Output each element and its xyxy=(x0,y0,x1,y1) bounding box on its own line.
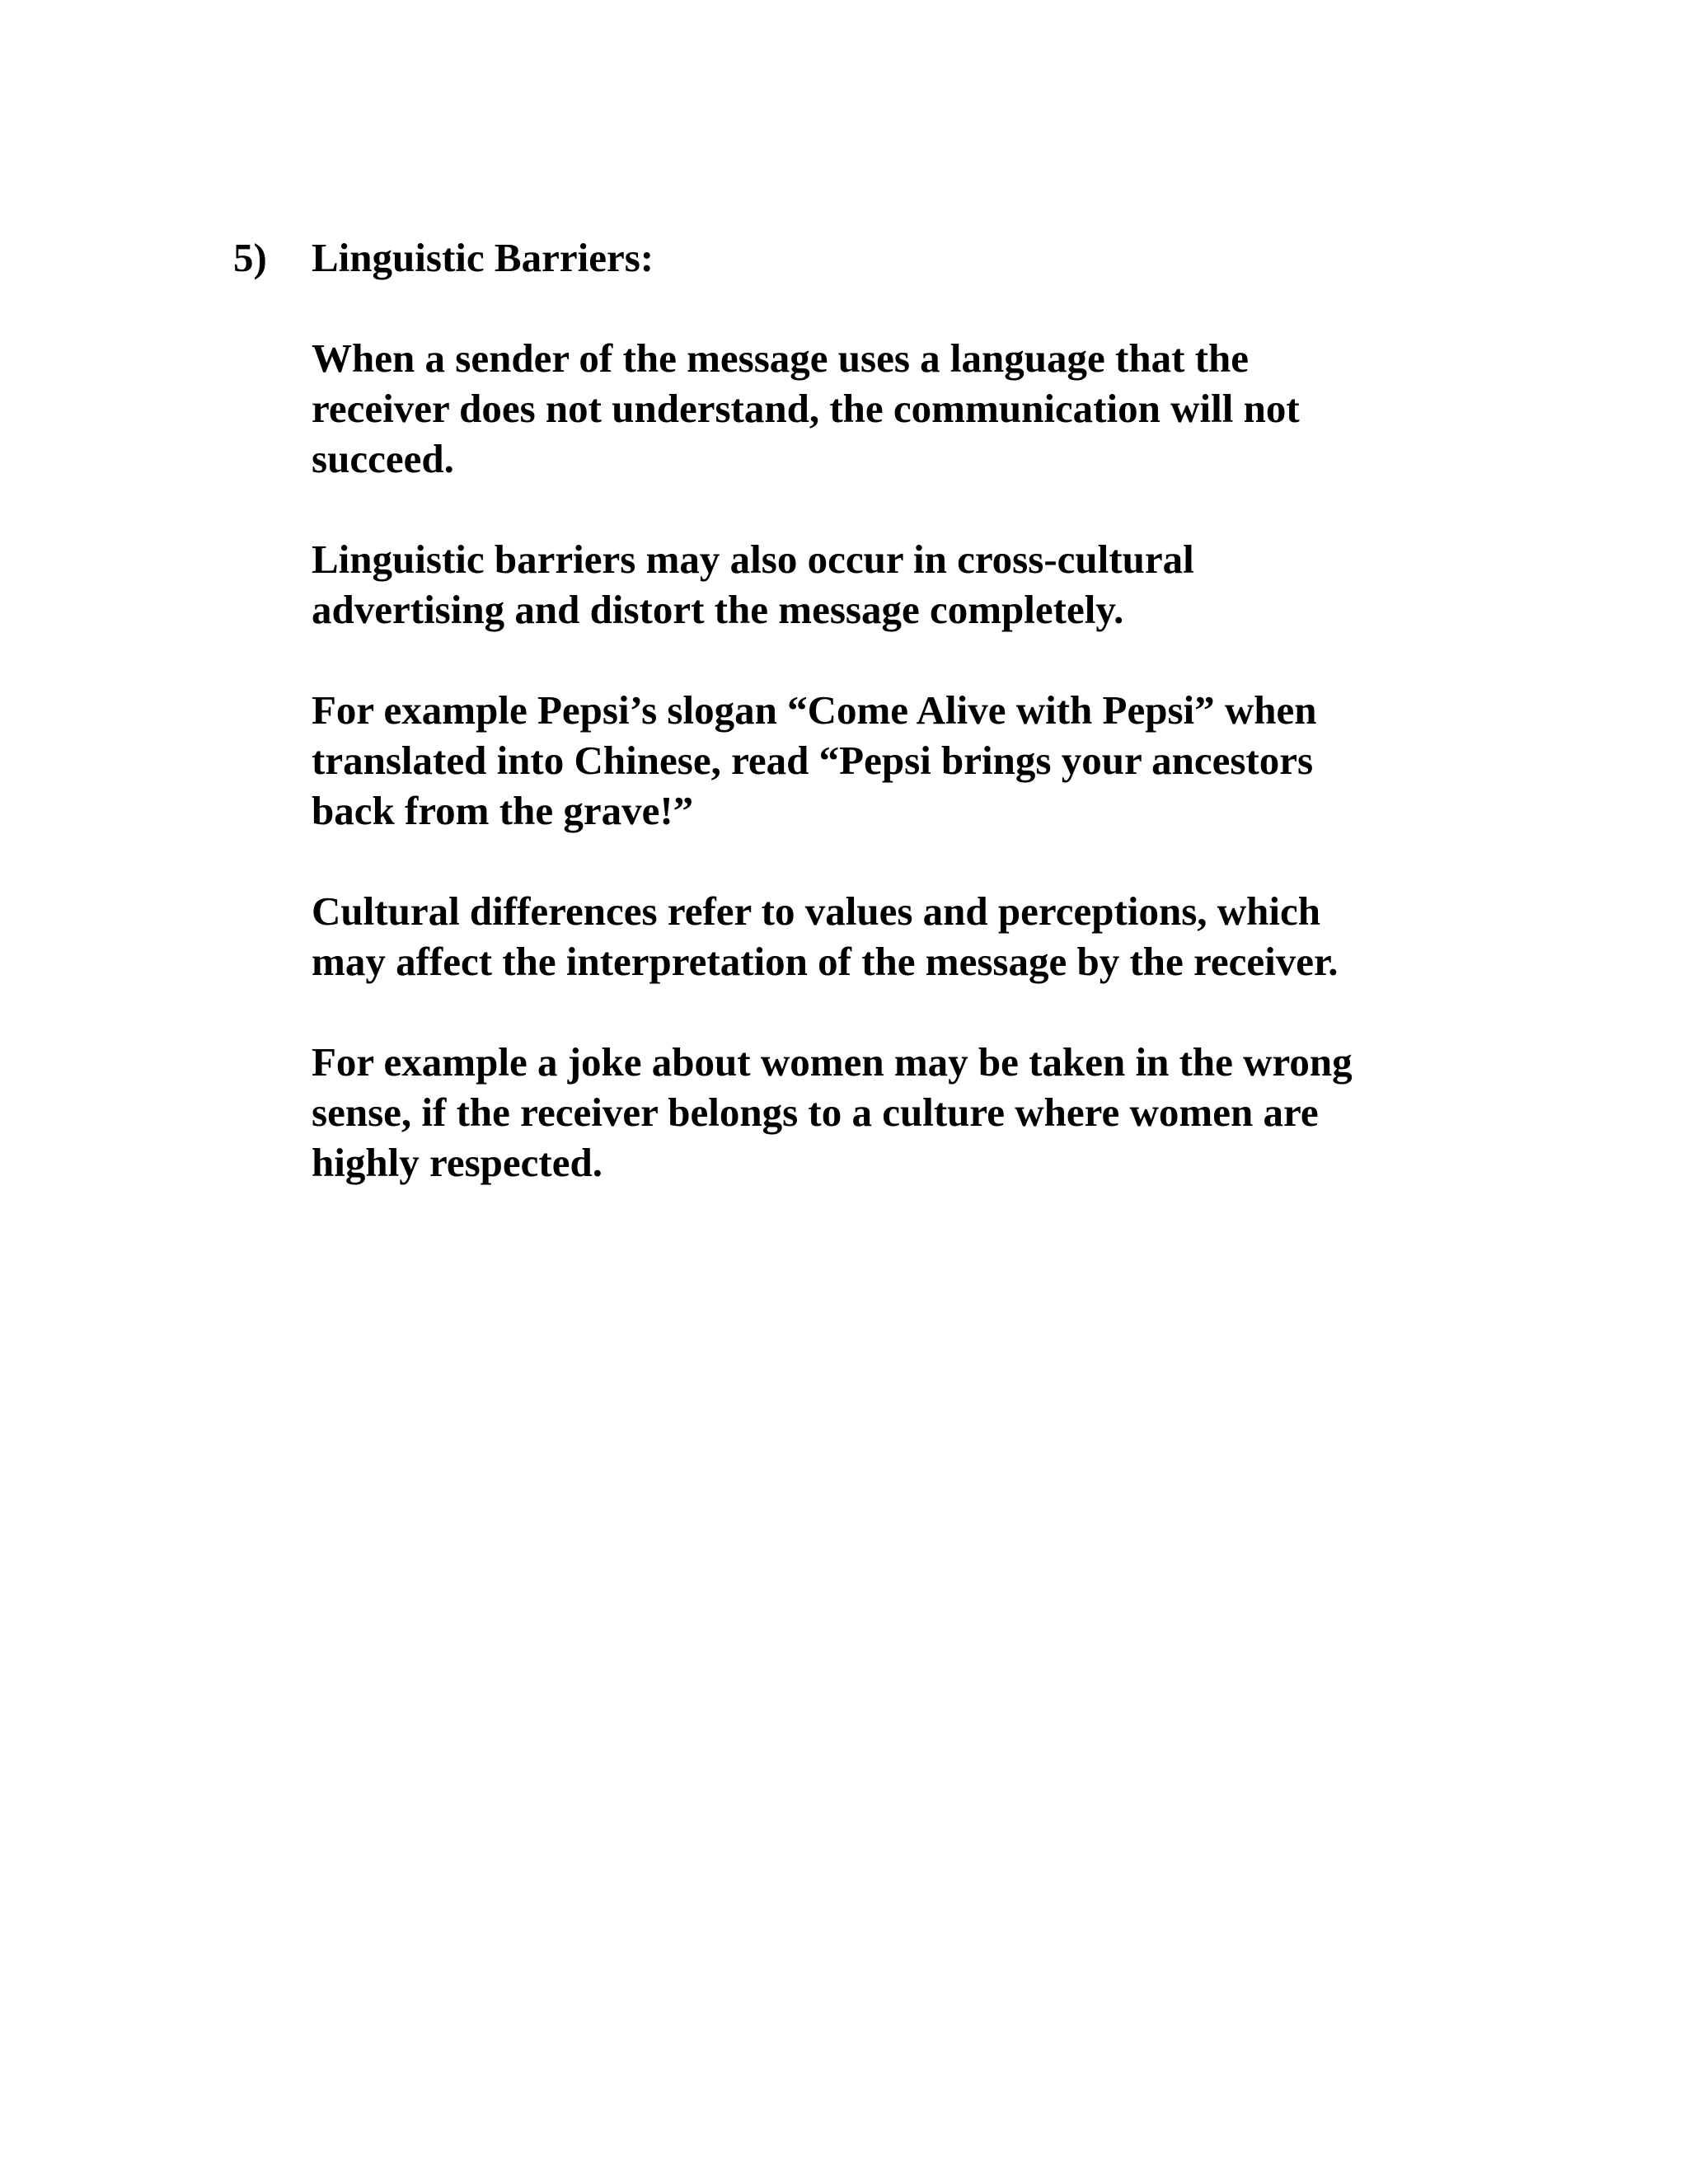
text-line: Cultural differences refer to values and perceptions, which xyxy=(312,888,1321,934)
text-line: advertising and distort the message completely. xyxy=(312,587,1124,632)
text-line: sense, if the receiver belongs to a culture where women are xyxy=(312,1090,1319,1135)
text-line: may affect the interpretation of the message by the receiver. xyxy=(312,939,1339,984)
text-line: receiver does not understand, the communication will not xyxy=(312,386,1300,431)
text-line: For example a joke about women may be taken in the wrong xyxy=(312,1039,1353,1085)
text-line: When a sender of the message uses a language that the xyxy=(312,335,1249,381)
section-title: Linguistic Barriers: xyxy=(312,235,654,280)
paragraph-cross-cultural-advertising xyxy=(312,534,1465,635)
paragraph-linguistic-definition xyxy=(312,333,1465,484)
paragraph-cultural-differences xyxy=(312,886,1465,987)
text-line: back from the grave!” xyxy=(312,788,694,833)
section-number: 5) xyxy=(233,235,267,280)
paragraph-joke-example xyxy=(312,1037,1465,1188)
text-line: For example Pepsi’s slogan “Come Alive with Pepsi” when xyxy=(312,687,1317,733)
text-line: translated into Chinese, read “Pepsi brings your ancestors xyxy=(312,738,1314,783)
paragraph-pepsi-example xyxy=(312,685,1465,836)
text-line: succeed. xyxy=(312,436,454,481)
text-line: Linguistic barriers may also occur in cross-cultural xyxy=(312,537,1194,582)
text-line: highly respected. xyxy=(312,1140,603,1185)
